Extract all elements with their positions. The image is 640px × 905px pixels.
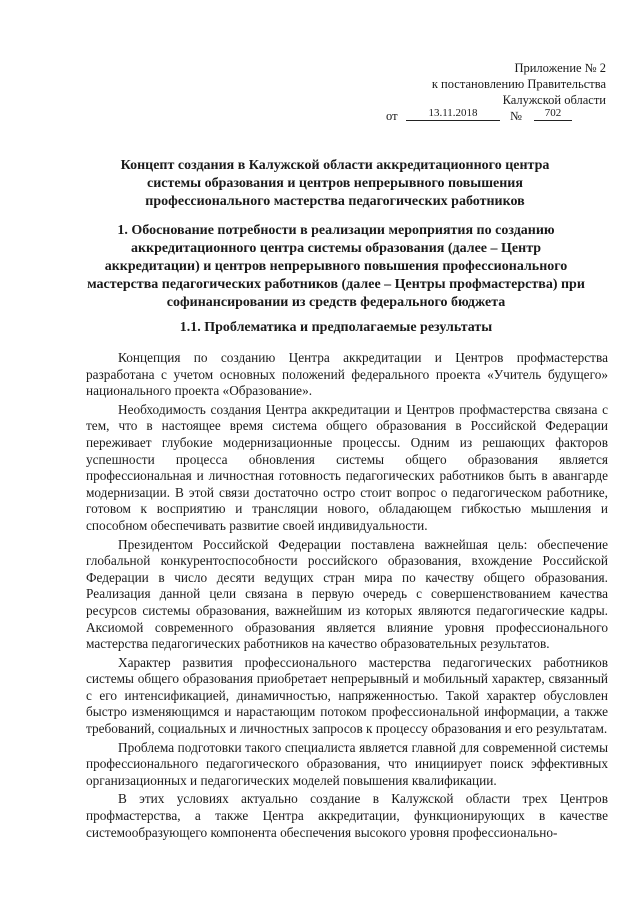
- paragraph: В этих условиях актуально создание в Калужской области трех Центров профмастерства, а также Центра аккредитации, функционирующих в качестве системообразующего компонента обеспечения высокого уровня профессионально-: [86, 791, 608, 840]
- approval-block: [386, 60, 606, 124]
- paragraph: Концепция по созданию Центра аккредитации и Центров профмастерства разработана с учетом основных положений федерального проекта «Учитель будущего» национального проекта «Образование».: [86, 350, 608, 399]
- number-prefix: №: [510, 109, 522, 123]
- resolution-number: 702: [534, 106, 572, 121]
- resolution-label: к постановлению Правительства: [431, 77, 606, 91]
- paragraph: Проблема подготовки такого специалиста является главной для современной системы профессионального педагогического образования, что инициирует поиск эффективных организационных и педагогических моделей повышения квалификации.: [86, 739, 608, 788]
- resolution-date: 13.11.2018: [406, 106, 500, 121]
- document-title: Концепт создания в Калужской области аккредитационного центра системы образования и центров непрерывного повышения профессионального мастерства педагогических работников: [120, 158, 550, 209]
- paragraph: Необходимость создания Центра аккредитации и Центров профмастерства связана с тем, что в настоящее время система общего образования в Российской Федерации переживает глубокие модернизационные процессы. Одним из решающих факторов успешности процесса обновления системы общего образования является профессиональная и личностная готовность педагогических работников быть в авангарде модернизации. В этой связи достаточно остро стоит вопрос о педагогическом работнике, готовом к восприятию и трансляции нового, обладающем гибкостью мышления и способном обеспечивать развитие своей индивидуальности.: [86, 401, 608, 533]
- body-text: [86, 350, 608, 843]
- date-number-line: [386, 108, 606, 124]
- section-heading: 1. Обоснование потребности в реализации мероприятия по созданию аккредитационного центра системы образования (далее – Центр аккредитации) и центров непрерывного повышения профессионального мастерства педагогических работников (далее – Центры профмастерства) при софинансировании из средств федерального бюджета: [87, 223, 585, 310]
- region-label: Калужской области: [502, 93, 606, 107]
- paragraph: Президентом Российской Федерации поставлена важнейшая цель: обеспечение глобальной конкурентоспособности российского образования, вхождение Российской Федерации в число десяти ведущих стран мира по качеству общего образования. Реализация данной цели связана в первую очередь с совершенствованием качества ресурсов системы образования, важнейшим из которых являются педагогические кадры. Аксиомой современного образования является влияние уровня профессионального мастерства педагогических работников на качество образовательных результатов.: [86, 536, 608, 652]
- paragraph: Характер развития профессионального мастерства педагогических работников системы общего образования приобретает непрерывный и мобильный характер, связанный с его интенсификацией, динамичностью, напряженностью. Такой характер обусловлен быстро изменяющимся и нарастающим потоком профессиональной информации, а также требований, социальных и личностных запросов к процессу образования и его результатам.: [86, 654, 608, 737]
- subsection-heading: 1.1. Проблематика и предполагаемые результаты: [179, 320, 493, 335]
- date-prefix: от: [386, 109, 398, 123]
- appendix-label: Приложение № 2: [514, 61, 606, 75]
